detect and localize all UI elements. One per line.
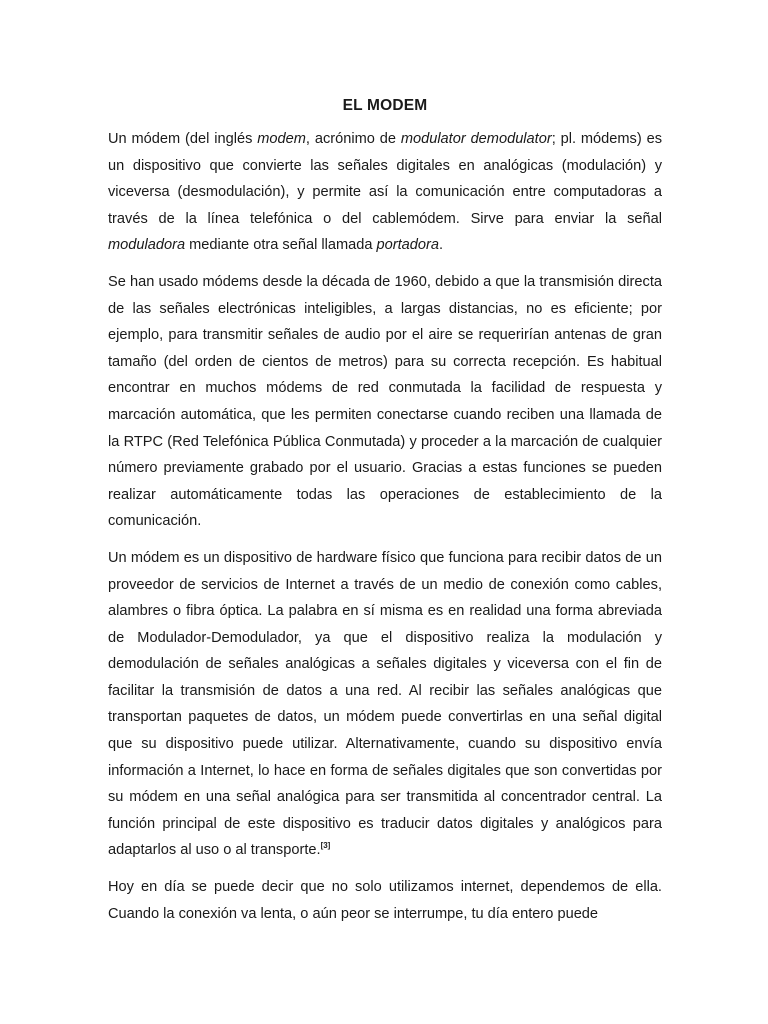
paragraph-1 [108,126,662,259]
paragraph-1-text-c: , acrónimo de [305,131,401,147]
term-modulator-demodulator: modulator demodulator [400,131,552,147]
paragraph-3-text: Un módem es un dispositivo de hardware físico que funciona para recibir datos de un proveedor de servicios de Internet a través de un medio de conexión como cables, alambres o fibra óptica. La palabra en sí misma es en realidad una forma abreviada de Modulador-Demodulador, ya que el dispositivo realiza la modulación y demodulación de señales analógicas a señales digitales y viceversa con el fin de facilitar la transmisión de datos a una red. Al recibir las señales analógicas que transportan paquetes de datos, un módem puede convertirlas en una señal digital que su dispositivo puede utilizar. Alternativamente, cuando su dispositivo envía información a Internet, lo hace en forma de señales digitales que son convertidas por su módem en una señal analógica para ser transmitida al concentrador central. La función principal de este dispositivo es traducir datos digitales y analógicos para adaptarlos al uso o al transporte. [108,549,662,859]
paragraph-1-text-e: ; pl. módems) es un dispositivo que convierte las señales digitales en analógicas (modulación) y viceversa (desmodulación), y permite así la comunicación entre computadoras a través de la línea telefónica o del cablemódem. Sirve para enviar la señal [108,131,662,227]
term-moduladora: moduladora [108,237,186,254]
paragraph-3 [108,545,662,864]
paragraph-1-text-a: Un módem (del inglés [108,131,258,147]
paragraph-4: Hoy en día se puede decir que no solo utilizamos internet, dependemos de ella. Cuando la conexión va lenta, o aún peor se interrumpe, tu día entero puede [108,879,662,922]
term-modem: modem [257,131,306,147]
footnote-reference: [3] [320,841,331,851]
term-portadora: portadora [376,237,440,254]
document-title: EL MODEM [342,97,428,114]
paragraph-1-text-g: mediante otra señal llamada [185,237,377,254]
paragraph-1-text-i: . [439,237,444,254]
document-page [108,96,662,937]
paragraph-2: Se han usado módems desde la década de 1960, debido a que la transmisión directa de las señales electrónicas inteligibles, a largas distancias, no es eficiente; por ejemplo, para transmitir señales de audio por el aire se requerirían antenas de gran tamaño (del orden de cientos de metros) para su correcta recepción. Es habitual encontrar en muchos módems de red conmutada la facilidad de respuesta y marcación automática, que les permiten conectarse cuando reciben una llamada de la RTPC (Red Telefónica Pública Conmutada) y proceder a la marcación de cualquier número previamente grabado por el usuario. Gracias a estas funciones se pueden realizar automáticamente todas las operaciones de establecimiento de la comunicación. [108,273,662,530]
